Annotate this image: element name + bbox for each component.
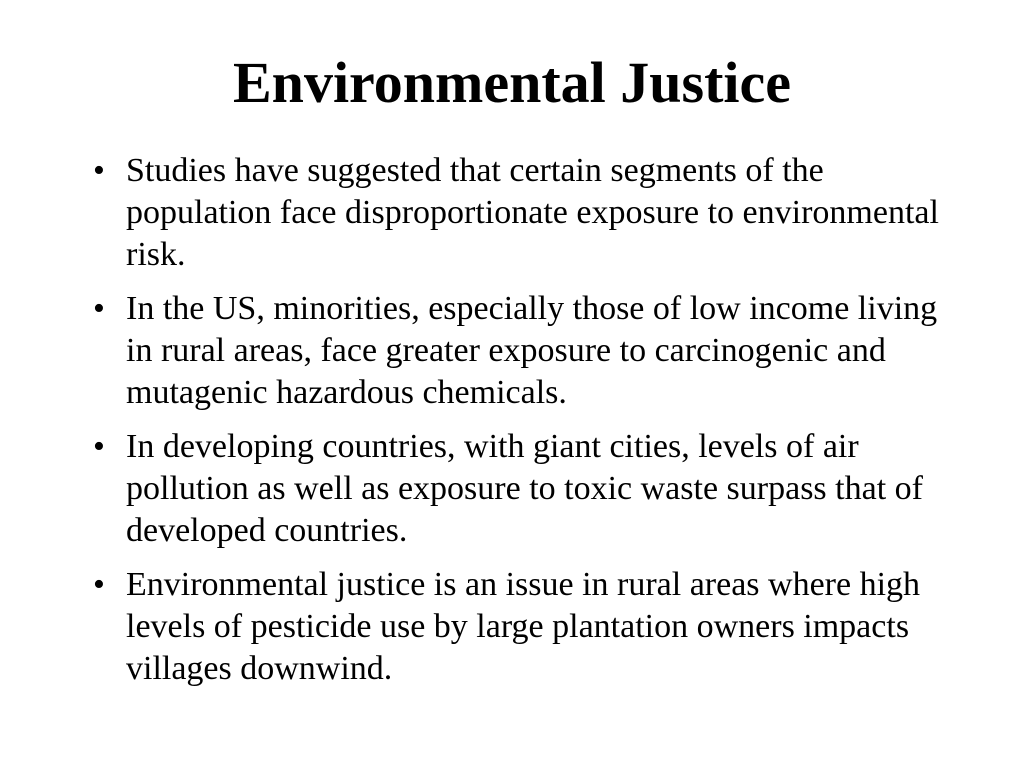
bullet-item — [84, 150, 964, 276]
bullet-list — [84, 150, 964, 702]
bullet-mark: • — [93, 566, 105, 603]
bullet-item — [84, 564, 964, 690]
bullet-text: Studies have suggested that certain segments of the population face disproportionate exposure to environmental risk. — [126, 152, 939, 273]
bullet-item — [84, 426, 964, 552]
bullet-text: In developing countries, with giant cities, levels of air pollution as well as exposure to toxic waste surpass that of developed countries. — [126, 428, 923, 549]
bullet-text: Environmental justice is an issue in rural areas where high levels of pesticide use by large plantation owners impacts villages downwind. — [126, 566, 921, 687]
slide-title: Environmental Justice — [233, 50, 791, 115]
bullet-text: In the US, minorities, especially those of low income living in rural areas, face greater exposure to carcinogenic and mutagenic hazardous chemicals. — [126, 290, 938, 411]
bullet-mark: • — [93, 152, 105, 189]
bullet-mark: • — [93, 428, 105, 465]
bullet-mark: • — [93, 290, 105, 327]
bullet-item — [84, 288, 964, 414]
